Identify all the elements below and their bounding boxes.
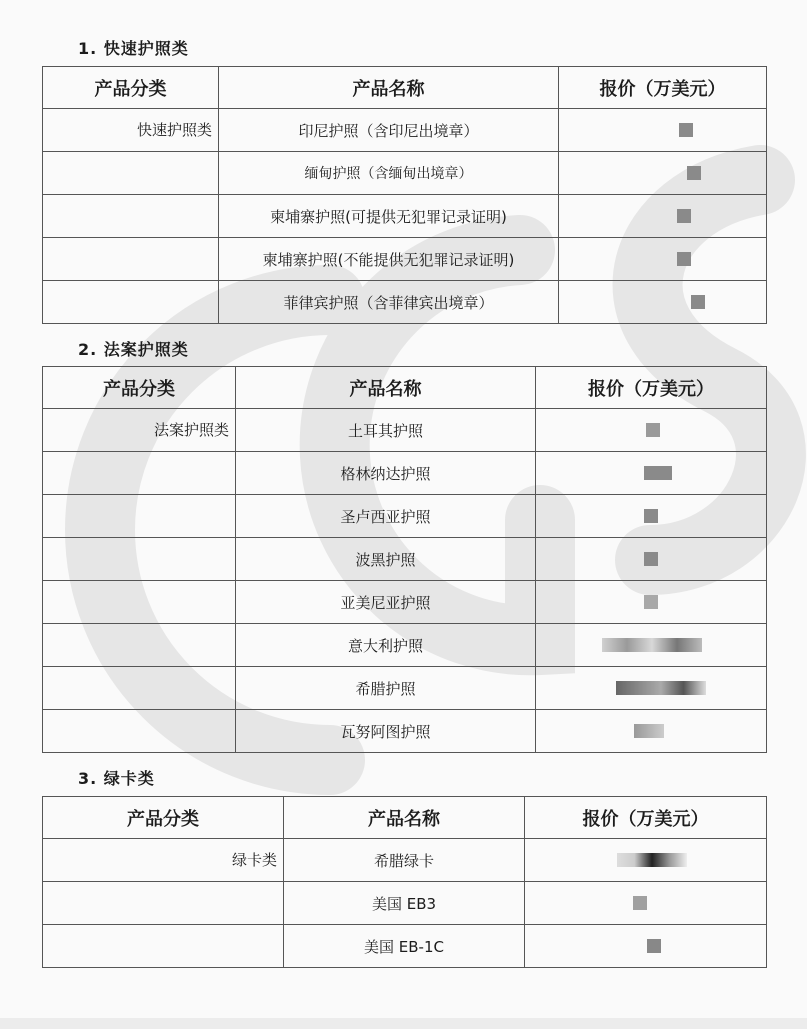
section-title-fast-passport: 1. 快速护照类 <box>78 39 189 58</box>
category-cell <box>43 581 236 624</box>
product-name-cell: 美国 EB3 <box>284 882 525 925</box>
product-name-cell: 柬埔寨护照(不能提供无犯罪记录证明) <box>219 238 559 281</box>
product-name-cell: 希腊护照 <box>236 667 536 710</box>
category-cell <box>43 624 236 667</box>
header-price: 报价（万美元） <box>559 67 767 109</box>
table-header-row <box>43 367 767 409</box>
category-cell <box>43 452 236 495</box>
header-product-name: 产品名称 <box>219 67 559 109</box>
price-redacted <box>559 109 767 152</box>
table-header-row <box>43 67 767 109</box>
table-row <box>43 624 767 667</box>
price-redacted <box>536 624 767 667</box>
table-row <box>43 152 767 195</box>
category-cell <box>43 882 284 925</box>
table-header-row <box>43 797 767 839</box>
price-redacted <box>525 839 767 882</box>
category-cell <box>43 710 236 753</box>
price-redacted <box>559 238 767 281</box>
table-row <box>43 925 767 968</box>
price-redacted <box>559 152 767 195</box>
table-row <box>43 710 767 753</box>
table-row <box>43 452 767 495</box>
table-row <box>43 109 767 152</box>
product-name-cell: 波黑护照 <box>236 538 536 581</box>
category-cell <box>43 195 219 238</box>
price-redacted <box>559 281 767 324</box>
product-name-cell: 柬埔寨护照(可提供无犯罪记录证明) <box>219 195 559 238</box>
table-row <box>43 281 767 324</box>
category-cell <box>43 667 236 710</box>
product-name-cell: 缅甸护照（含缅甸出境章） <box>219 152 559 195</box>
category-cell <box>43 538 236 581</box>
header-product-name: 产品名称 <box>236 367 536 409</box>
product-name-cell: 意大利护照 <box>236 624 536 667</box>
price-redacted <box>536 409 767 452</box>
price-redacted <box>536 452 767 495</box>
price-redacted <box>536 710 767 753</box>
product-name-cell: 亚美尼亚护照 <box>236 581 536 624</box>
table-row <box>43 409 767 452</box>
table-row <box>43 538 767 581</box>
price-redacted <box>536 667 767 710</box>
product-name-cell: 菲律宾护照（含菲律宾出境章） <box>219 281 559 324</box>
table-row <box>43 581 767 624</box>
header-price: 报价（万美元） <box>525 797 767 839</box>
fast-passport-table <box>42 66 767 324</box>
price-redacted <box>525 925 767 968</box>
product-name-cell: 土耳其护照 <box>236 409 536 452</box>
category-cell: 快速护照类 <box>43 109 219 152</box>
category-cell <box>43 152 219 195</box>
product-name-cell: 希腊绿卡 <box>284 839 525 882</box>
category-cell <box>43 925 284 968</box>
table-row <box>43 238 767 281</box>
price-redacted <box>525 882 767 925</box>
category-cell <box>43 281 219 324</box>
product-name-cell: 瓦努阿图护照 <box>236 710 536 753</box>
header-category: 产品分类 <box>43 367 236 409</box>
green-card-table <box>42 796 767 968</box>
product-name-cell: 印尼护照（含印尼出境章） <box>219 109 559 152</box>
category-cell <box>43 495 236 538</box>
price-redacted <box>536 495 767 538</box>
table-row <box>43 882 767 925</box>
header-category: 产品分类 <box>43 797 284 839</box>
table-row <box>43 195 767 238</box>
category-cell <box>43 238 219 281</box>
price-redacted <box>559 195 767 238</box>
price-redacted <box>536 538 767 581</box>
table-row <box>43 839 767 882</box>
table-row <box>43 495 767 538</box>
table-row <box>43 667 767 710</box>
price-redacted <box>536 581 767 624</box>
product-name-cell: 圣卢西亚护照 <box>236 495 536 538</box>
header-price: 报价（万美元） <box>536 367 767 409</box>
category-cell: 法案护照类 <box>43 409 236 452</box>
page-edge-shadow <box>0 1018 807 1029</box>
section-title-act-passport: 2. 法案护照类 <box>78 340 189 359</box>
section-title-green-card: 3. 绿卡类 <box>78 769 155 788</box>
header-product-name: 产品名称 <box>284 797 525 839</box>
product-name-cell: 格林纳达护照 <box>236 452 536 495</box>
category-cell: 绿卡类 <box>43 839 284 882</box>
product-name-cell: 美国 EB-1C <box>284 925 525 968</box>
act-passport-table <box>42 366 767 753</box>
header-category: 产品分类 <box>43 67 219 109</box>
